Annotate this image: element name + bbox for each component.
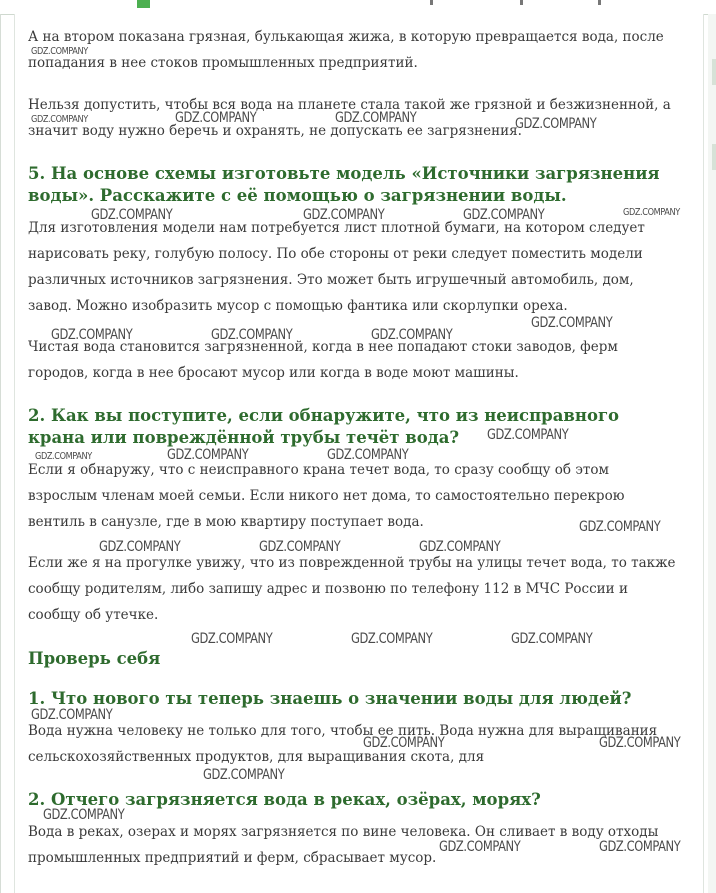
watermark: GDZ.COMPANY <box>363 735 445 751</box>
heading-question-1: 1. Что нового ты теперь знаешь о значении воды для людей? <box>28 689 632 708</box>
watermark: GDZ.COMPANY <box>511 631 593 647</box>
watermark: GDZ.COMPANY <box>487 427 569 443</box>
side-tab[interactable] <box>712 59 716 85</box>
top-dot-icon <box>598 0 601 5</box>
paragraph-polluted-water: А на втором показана грязная, булькающая жижа, в которую превращается вода, после попадания в нее стоков промышленных предприятий. <box>28 29 664 71</box>
paragraph-water-importance: Вода нужна человеку не только для того, чтобы ее пить. Вода нужна для выращивания сельскохозяйственных продуктов, для выращивания скота, для <box>28 723 658 765</box>
watermark: GDZ.COMPANY <box>439 839 521 855</box>
watermark: GDZ.COMPANY <box>327 447 409 463</box>
watermark: GDZ.COMPANY <box>31 46 88 57</box>
watermark: GDZ.COMPANY <box>335 110 417 126</box>
paragraph-clean-water: Чистая вода становится загрязненной, когда в нее попадают стоки заводов, ферм городов, когда в нее бросают мусор или когда в воде моют машины. <box>28 339 618 381</box>
watermark: GDZ.COMPANY <box>167 447 249 463</box>
watermark: GDZ.COMPANY <box>35 451 92 462</box>
watermark: GDZ.COMPANY <box>43 807 125 823</box>
watermark: GDZ.COMPANY <box>419 539 501 555</box>
heading-task-2-leak: 2. Как вы поступите, если обнаружите, что из неисправного крана или повреждённой трубы течёт вода? <box>28 406 620 447</box>
top-dot-icon <box>520 0 523 5</box>
side-tab[interactable] <box>712 144 716 170</box>
top-dot-icon <box>430 0 433 5</box>
watermark: GDZ.COMPANY <box>211 327 293 343</box>
watermark: GDZ.COMPANY <box>303 207 385 223</box>
watermark: GDZ.COMPANY <box>91 207 173 223</box>
watermark: GDZ.COMPANY <box>371 327 453 343</box>
watermark: GDZ.COMPANY <box>463 207 545 223</box>
green-tab-marker <box>137 0 150 8</box>
watermark: GDZ.COMPANY <box>31 707 113 723</box>
watermark: GDZ.COMPANY <box>599 839 681 855</box>
watermark: GDZ.COMPANY <box>351 631 433 647</box>
watermark: GDZ.COMPANY <box>191 631 273 647</box>
paragraph-protect-water: Нельзя допустить, чтобы вся вода на планете стала такой же грязной и безжизненной, а значит воду нужно беречь и охранять, не допускать ее загрязнения. <box>28 97 671 139</box>
watermark: GDZ.COMPANY <box>515 116 597 132</box>
watermark: GDZ.COMPANY <box>259 539 341 555</box>
heading-task-5: 5. На основе схемы изготовьте модель «Источники загрязнения воды». Расскажите с её помощью о загрязнении воды. <box>28 164 660 205</box>
paragraph-model-making: Для изготовления модели нам потребуется лист плотной бумаги, на котором следует нарисовать реку, голубую полосу. По обе стороны от реки следует поместить модели различных источников загрязнения. Это может быть игрушечный автомобиль, дом, завод. Можно изобразить мусор с помощью фантика или скорлупки ореха. <box>28 220 645 314</box>
watermark: GDZ.COMPANY <box>623 207 680 218</box>
left-frame-line <box>0 14 1 893</box>
watermark: GDZ.COMPANY <box>51 327 133 343</box>
watermark: GDZ.COMPANY <box>579 519 661 535</box>
paragraph-broken-tap: Если я обнаружу, что с неисправного крана течет вода, то сразу сообщу об этом взрослым членам моей семьи. Если никого нет дома, то самостоятельно перекрою вентиль в санузле, где в мою квартиру поступает вода. <box>28 462 625 530</box>
right-scroll-edge[interactable] <box>708 14 716 893</box>
watermark: GDZ.COMPANY <box>99 539 181 555</box>
watermark: GDZ.COMPANY <box>531 315 613 331</box>
top-browser-strip <box>0 0 716 15</box>
watermark: GDZ.COMPANY <box>175 110 257 126</box>
paragraph-pollution-cause: Вода в реках, озерах и морях загрязняется по вине человека. Он сливает в воду отходы промышленных предприятий и ферм, сбрасывает мусор. <box>28 824 659 866</box>
paragraph-broken-pipe: Если же я на прогулке увижу, что из поврежденной трубы на улицы течет вода, то также сообщу родителям, либо запишу адрес и позвоню по телефону 112 в МЧС России и сообщу об утечке. <box>28 555 676 623</box>
heading-question-2: 2. Отчего загрязняется вода в реках, озёрах, морях? <box>28 790 541 809</box>
watermark: GDZ.COMPANY <box>599 735 681 751</box>
watermark: GDZ.COMPANY <box>31 114 88 125</box>
watermark: GDZ.COMPANY <box>203 767 285 783</box>
heading-check-yourself: Проверь себя <box>28 649 161 668</box>
